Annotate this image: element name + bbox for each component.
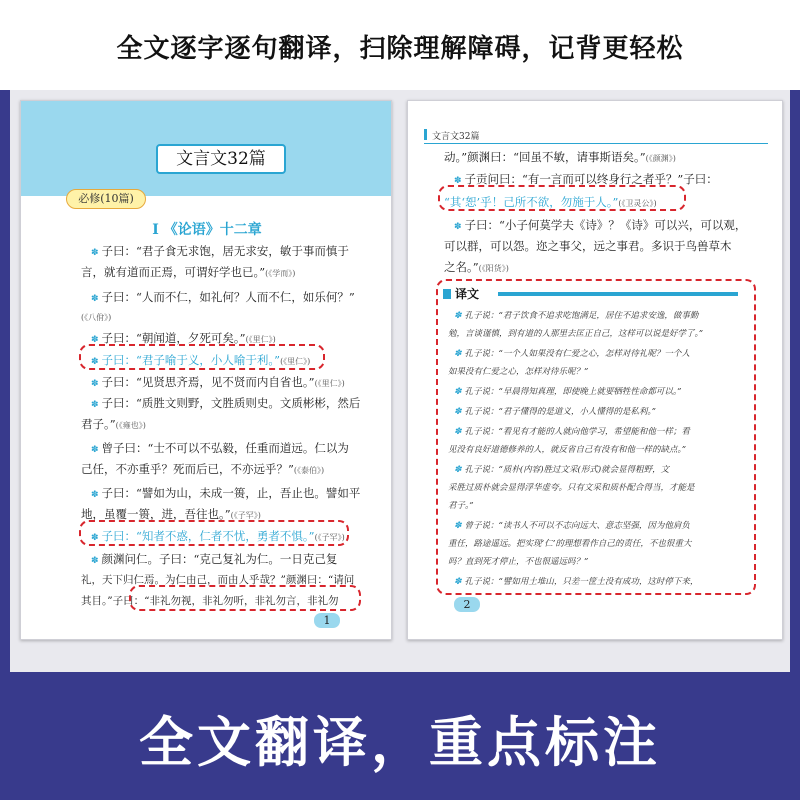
- translation-line: 君子。”: [448, 501, 474, 511]
- emphasis-box: [438, 185, 686, 211]
- emphasis-box: [79, 520, 349, 546]
- text-line: ✽ 子贡问曰：“有一言而可以终身行之者乎？”子曰：: [454, 172, 718, 186]
- text-line: (《八佾》): [81, 313, 112, 322]
- header-accent: [424, 129, 427, 140]
- page-title: 文言文32篇: [156, 144, 286, 174]
- translation-line: 重任，路途遥远。把实现‘仁’的理想看作自己的责任，不也很重大: [448, 539, 692, 549]
- text-line: ✽ 子曰：“譬如为山，未成一篑，止，吾止也。譬如平: [91, 486, 361, 500]
- header-banner: [0, 0, 800, 90]
- highlighted-line: ✽ 子曰：“君子喻于义，小人喻于利。”(《里仁》): [91, 353, 311, 367]
- translation-line: ✽ 孔子说：“君子饮食不追求吃饱满足，居住不追求安逸，做事勤: [454, 311, 699, 321]
- highlighted-line: “其‘恕’乎！己所不欲，勿施于人。”(《卫灵公》): [444, 195, 657, 209]
- header-rule: [424, 143, 768, 144]
- left-book-page: [20, 100, 392, 640]
- translation-line: 如果没有仁爱之心，怎样对待乐呢？”: [448, 367, 589, 377]
- emphasis-box: [129, 585, 361, 611]
- translation-line-highlighted: ✽ 孔子说：“君子懂得的是道义，小人懂得的是私利。”: [454, 407, 656, 417]
- translation-line: 采胜过质朴就会显得浮华虚夸。只有文采和质朴配合得当，才能是: [448, 483, 695, 493]
- translation-line: ✽ 孔子说：“一个人如果没有仁爱之心，怎样对待礼呢？一个人: [454, 349, 690, 359]
- emphasis-box: [79, 344, 325, 370]
- right-book-page: [407, 100, 783, 640]
- translation-line: ✽ 曾子说：“读书人不可以不志向远大、意志坚强，因为他肩负: [454, 521, 690, 531]
- translation-line: 勉，言谈谨慎，到有道的人那里去匡正自己，这样可以说是好学了。”: [448, 329, 704, 339]
- footer-banner: [0, 672, 800, 800]
- text-line: ✽ 子曰：“人而不仁，如礼何？人而不仁，如乐何？”: [91, 290, 355, 304]
- highlighted-line: ✽ 子曰：“知者不惑，仁者不忧，勇者不惧。”(《子罕》): [91, 529, 345, 543]
- text-line: ✽ 子曰：“君子食无求饱，居无求安，敏于事而慎于: [91, 244, 349, 258]
- text-line: 可以群，可以怨。迩之事父，远之事君。多识于鸟兽草木: [444, 239, 732, 253]
- footer-title: 全文翻译，重点标注: [139, 711, 661, 774]
- text-line: 其目。”子曰：“非礼勿视，非礼勿听，非礼勿言，非礼勿: [81, 595, 339, 607]
- translation-line: 见没有良好道德修养的人，就反省自己有没有和他一样的缺点。”: [448, 445, 687, 455]
- page-number: 1: [314, 613, 340, 628]
- text-line: 言，就有道而正焉，可谓好学也已。”(《学而》): [81, 265, 296, 279]
- translation-line: 吗？直到死才停止，不也很遥远吗？”: [448, 557, 589, 567]
- text-line: 君子。”(《雍也》): [81, 417, 146, 431]
- text-line: 动。”颜渊曰：“回虽不敏，请事斯语矣。”(《颜渊》): [444, 150, 676, 164]
- section-tag: 必修(10篇): [66, 189, 146, 209]
- text-line: ✽ 曾子曰：“士不可以不弘毅，任重而道远。仁以为: [91, 441, 349, 455]
- chapter-heading: Ⅰ 《论语》十二章: [152, 222, 262, 238]
- text-line: 之名。”(《阳货》): [444, 260, 509, 274]
- text-line: ✽ 子曰：“见贤思齐焉，见不贤而内自省也。”(《里仁》): [91, 375, 345, 389]
- text-line: ✽ 颜渊问仁。子曰：“克己复礼为仁。一日克己复: [91, 552, 338, 566]
- translation-line: ✽ 孔子说：“譬如用土堆山，只差一筐土没有成功，这时停下来，: [454, 577, 699, 587]
- translation-line: ✽ 孔子说：“质朴(内容)胜过文采(形式)就会显得粗野，文: [454, 465, 670, 475]
- text-line: ✽ 子曰：“朝闻道，夕死可矣。”(《里仁》): [91, 331, 276, 345]
- header-title: 全文逐字逐句翻译，扫除理解障碍，记背更轻松: [116, 34, 684, 64]
- translation-label: 译文: [455, 287, 480, 301]
- text-line: 礼，天下归仁焉。为仁由己，而由人乎哉？”颜渊曰：“请问: [81, 574, 355, 586]
- text-line: ✽ 子曰：“小子何莫学夫《诗》？《诗》可以兴，可以观，: [454, 218, 747, 232]
- translation-line: ✽ 孔子说：“早晨得知真理，即使晚上就要牺牲性命都可以。”: [454, 387, 682, 397]
- translation-line: ✽ 孔子说：“看见有才能的人就向他学习，希望能和他一样；看: [454, 427, 690, 437]
- running-header: 文言文32篇: [432, 132, 480, 142]
- page-number: 2: [454, 597, 480, 612]
- text-line: 地，虽覆一篑，进，吾往也。”(《子罕》): [81, 507, 261, 521]
- text-line: 己任，不亦重乎？死而后已，不亦远乎？”(《泰伯》): [81, 462, 325, 476]
- translation-frame: [436, 279, 756, 595]
- text-line: ✽ 子曰：“质胜文则野，文胜质则史。文质彬彬，然后: [91, 396, 361, 410]
